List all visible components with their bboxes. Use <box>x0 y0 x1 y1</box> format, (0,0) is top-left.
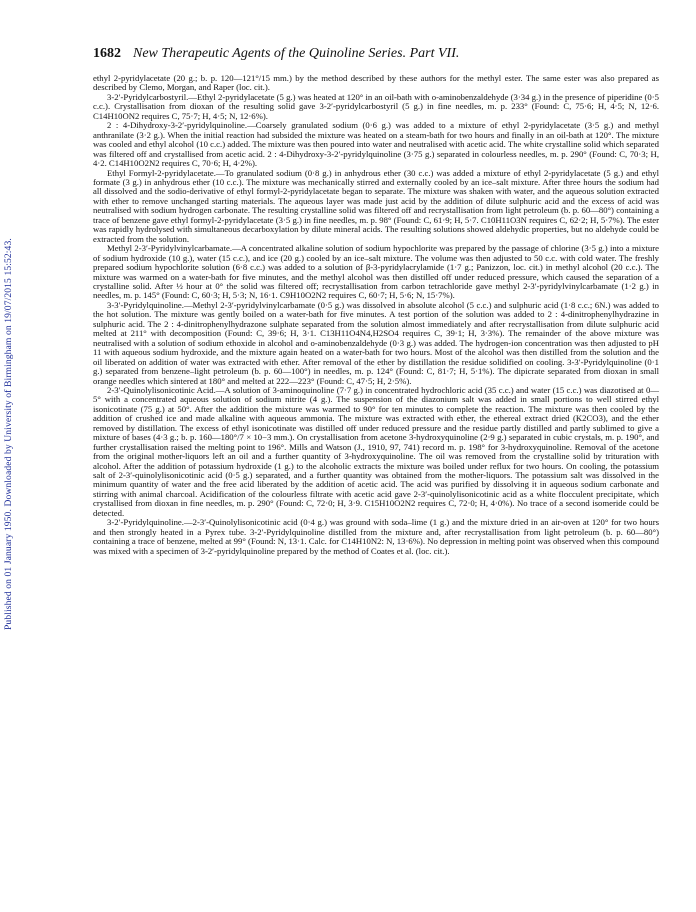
paragraph-methyl-pyridylvinylcarbamate: Methyl 2-3′-Pyridylvinylcarbamate.—A concentrated alkaline solution of sodium hypochlorite was prepared by the passage of chlorine (3·5 g.) into a mixture of sodium hydroxide (10 g.), water (15 c.c.), and ice (20 g.) cooled by an ice–salt mixture. The volume was then adjusted to 50 c.c. with cold water. The freshly prepared sodium hypochlorite solution (6·8 c.c.) was added to a solution of β-3-pyridylacrylamide (1·7 g.; Panizzon, loc. cit.) in methyl alcohol (20 c.c.). The mixture was warmed on a water-bath for five minutes, and the methyl alcohol was then distilled off under reduced pressure, which caused the separation of a crystalline solid. After ½ hour at 0° the solid was filtered off; recrystallisation from carbon tetrachloride gave methyl 2-3′-pyridylvinylcarbamate (1·2 g.) in needles, m. p. 145° (Found: C, 60·3; H, 5·3; N, 16·1. C9H10O2N2 requires C, 60·7; H, 5·6; N, 15·7%). <box>93 243 659 301</box>
paragraph-2-pyridylquinoline: 3-2′-Pyridylquinoline.—2-3′-Quinolylisonicotinic acid (0·4 g.) was ground with soda–lime (1 g.) and the mixture dried in an air-oven at 120° for two hours and then strongly heated in a Pyrex tube. 3-2′-Pyridylquinoline distilled from the mixture and, after recrystallisation from light petroleum (b. p. 60—80°) containing a trace of benzene, melted at 99° (Found: N, 13·1. Calc. for C14H10N2: N, 13·6%). No depression in melting point was observed when this compound was mixed with a specimen of 3-2′-pyridylquinoline prepared by the method of Coates et al. (loc. cit.). <box>93 517 659 556</box>
download-watermark-text: Published on 01 January 1950. Downloaded by University of Birmingham on 19/07/2015 15:52:43. <box>3 238 14 630</box>
running-title: New Therapeutic Agents of the Quinoline Series. Part VII. <box>133 46 460 61</box>
journal-page <box>93 46 659 556</box>
download-watermark <box>3 110 17 630</box>
page-number: 1682 <box>93 46 121 61</box>
paragraph-ethyl-formyl-pyridylacetate: Ethyl Formyl-2-pyridylacetate.—To granulated sodium (0·8 g.) in anhydrous ether (30 c.c.) was added a mixture of ethyl 2-pyridylacetate (5 g.) and ethyl formate (3 g.) in anhydrous ether (10 c.c.). The mixture was mechanically stirred and externally cooled by an ice–salt mixture. After three hours the sodium had all dissolved and the sodio-derivative of ethyl formyl-2-pyridylacetate began to separate. The mixture was shaken with water, and the aqueous solution extracted with ether to remove unchanged starting materials. The aqueous layer was made just acid by the addition of dilute sulphuric acid and the excess of acid was neutralised with sodium hydrogen carbonate. The resulting crystalline solid was filtered off and recrystallisation from light petroleum (b. p. 60—80°) containing a trace of benzene gave ethyl formyl-2-pyridylacetate (3·5 g.) in fine needles, m. p. 98° (Found: C, 61·9; H, 5·7. C10H11O3N requires C, 62·2; H, 5·7%). The ester was rapidly hydrolysed with simultaneous decarboxylation by dilute mineral acids. The resulting solutions showed aldehydic properties, but no aldehyde could be extracted from the solution. <box>93 167 659 244</box>
paragraph-ethyl-pyridylacetate: ethyl 2-pyridylacetate (20 g.; b. p. 120—121°/15 mm.) by the method described by these authors for the methyl ester. The same ester was also prepared as described by Clemo, Morgan, and Raper (loc. cit.). <box>93 73 659 93</box>
paragraph-pyridylcarbostyril: 3-2′-Pyridylcarbostyril.—Ethyl 2-pyridylacetate (5 g.) was heated at 120° in an oil-bath with o-aminobenzaldehyde (3·34 g.) in the presence of piperidine (0·5 c.c.). Crystallisation from dioxan of the resulting solid gave 3-2′-pyridylcarbostyril (5 g.) in fine needles, m. p. 233° (Found: C, 75·6; H, 4·5; N, 12·6. C14H10ON2 requires C, 75·7; H, 4·5; N, 12·6%). <box>93 91 659 121</box>
paragraph-dihydroxy-pyridylquinoline: 2 : 4-Dihydroxy-3-2′-pyridylquinoline.—Coarsely granulated sodium (0·6 g.) was added to a mixture of ethyl 2-pyridylacetate (3·5 g.) and methyl anthranilate (3·2 g.). When the initial reaction had subsided the mixture was heated on a steam-bath for two hours and finally in an oil-bath at 120°. The mixture was cooled and ethyl alcohol (10 c.c.) added. The mixture was then poured into water and neutralised with acetic acid. The white crystalline solid which separated was filtered off and crystallised from acetic acid. 2 : 4-Dihydroxy-3-2′-pyridylquinoline (3·75 g.) separated in colourless needles, m. p. 290° (Found: C, 70·3; H, 4·2. C14H10O2N2 requires C, 70·6; H, 4·2%). <box>93 120 659 169</box>
paragraph-3-pyridylquinoline: 3-3′-Pyridylquinoline.—Methyl 2-3′-pyridylvinylcarbamate (0·5 g.) was dissolved in absolute alcohol (5 c.c.) and sulphuric acid (1·8 c.c.; 6N.) was added to the hot solution. The mixture was gently boiled on a water-bath for five minutes. A test portion of the solution was added to 2 : 4-dinitrophenylhydrazine in sulphuric acid. The 2 : 4-dinitrophenylhydrazone sulphate separated from the solution almost immediately and after recrystallisation from dilute sulphuric acid melted at 211° with decomposition (Found: C, 39·6; H, 3·1. C13H11O4N4,H2SO4 requires C, 39·1; H, 3·3%). The remainder of the above mixture was neutralised with a solution of sodium ethoxide in alcohol and o-aminobenzaldehyde (0·3 g.) was added. The hydrogen-ion concentration was then adjusted to pH 11 with aqueous sodium hydroxide, and the mixture again heated on a water-bath for two hours. Most of the alcohol was then distilled from the solution and the oil liberated on addition of water was extracted with ether. After removal of the ether by distillation the residue solidified on cooling. 3-3′-Pyridylquinoline (0·1 g.) separated from benzene–light petroleum (b. p. 60—100°) in needles, m. p. 124° (Found: C, 81·7; H, 5·1%). The dipicrate separated from dioxan in small orange needles which sintered at 180° and melted at 222—223° (Found: C, 47·5; H, 2·5%). <box>93 299 659 386</box>
article-body <box>93 74 659 556</box>
paragraph-quinolylisonicotinic-acid: 2-3′-Quinolylisonicotinic Acid.—A solution of 3-aminoquinoline (7·7 g.) in concentrated hydrochloric acid (35 c.c.) and water (15 c.c.) was diazotised at 0—5° with a concentrated aqueous solution of sodium nitrite (4 g.). The suspension of the diazonium salt was added in small portions to well stirred ethyl isonicotinate (75 g.) at 50°. After the addition the mixture was warmed to 90° for ten minutes to complete the reaction. The mixture was then cooled by the addition of crushed ice and made alkaline with aqueous ammonia. The mixture was extracted with ether, the ethereal extract dried (K2CO3), and the ether removed by distillation. The excess of ethyl isonicotinate was distilled off under reduced pressure and the residue partly distilled and partly sublimed to give a mixture of bases (4·3 g.; b. p. 160—180°/7 × 10−3 mm.). On crystallisation from acetone 3-hydroxyquinoline (2·9 g.) separated in cubic crystals, m. p. 190°, and further crystallisation raised the melting point to 196°. Mills and Watson (J., 1910, 97, 741) record m. p. 198° for 3-hydroxyquinoline. Removal of the acetone from the original mother-liquors left an oil and a further quantity of 3-hydroxyquinoline. The oil was removed from the crystalline solid by trituration with alcohol. After the addition of potassium hydroxide (1 g.) to the alcoholic extracts the mixture was boiled under reflux for two hours. On cooling, the potassium salt of 2-3′-quinolylisonicotinic acid (0·5 g.) separated, and a further quantity was obtained from the mother-liquors. The potassium salt was dissolved in the minimum quantity of water and the free acid liberated by the addition of acetic acid. The acid was purified by dissolving it in aqueous sodium carbonate and stirring with animal charcoal. Acidification of the colourless filtrate with acetic acid gave 2-3′-quinolylisonicotinic acid as a white flocculent precipitate, which crystallised from dioxan in fine needles, m. p. 290° (Found: C, 72·0; H, 3·9. C15H10O2N2 requires C, 72·0; H, 4·0%). No trace of a second isomeride could be detected. <box>93 384 659 518</box>
page-header <box>93 46 659 68</box>
